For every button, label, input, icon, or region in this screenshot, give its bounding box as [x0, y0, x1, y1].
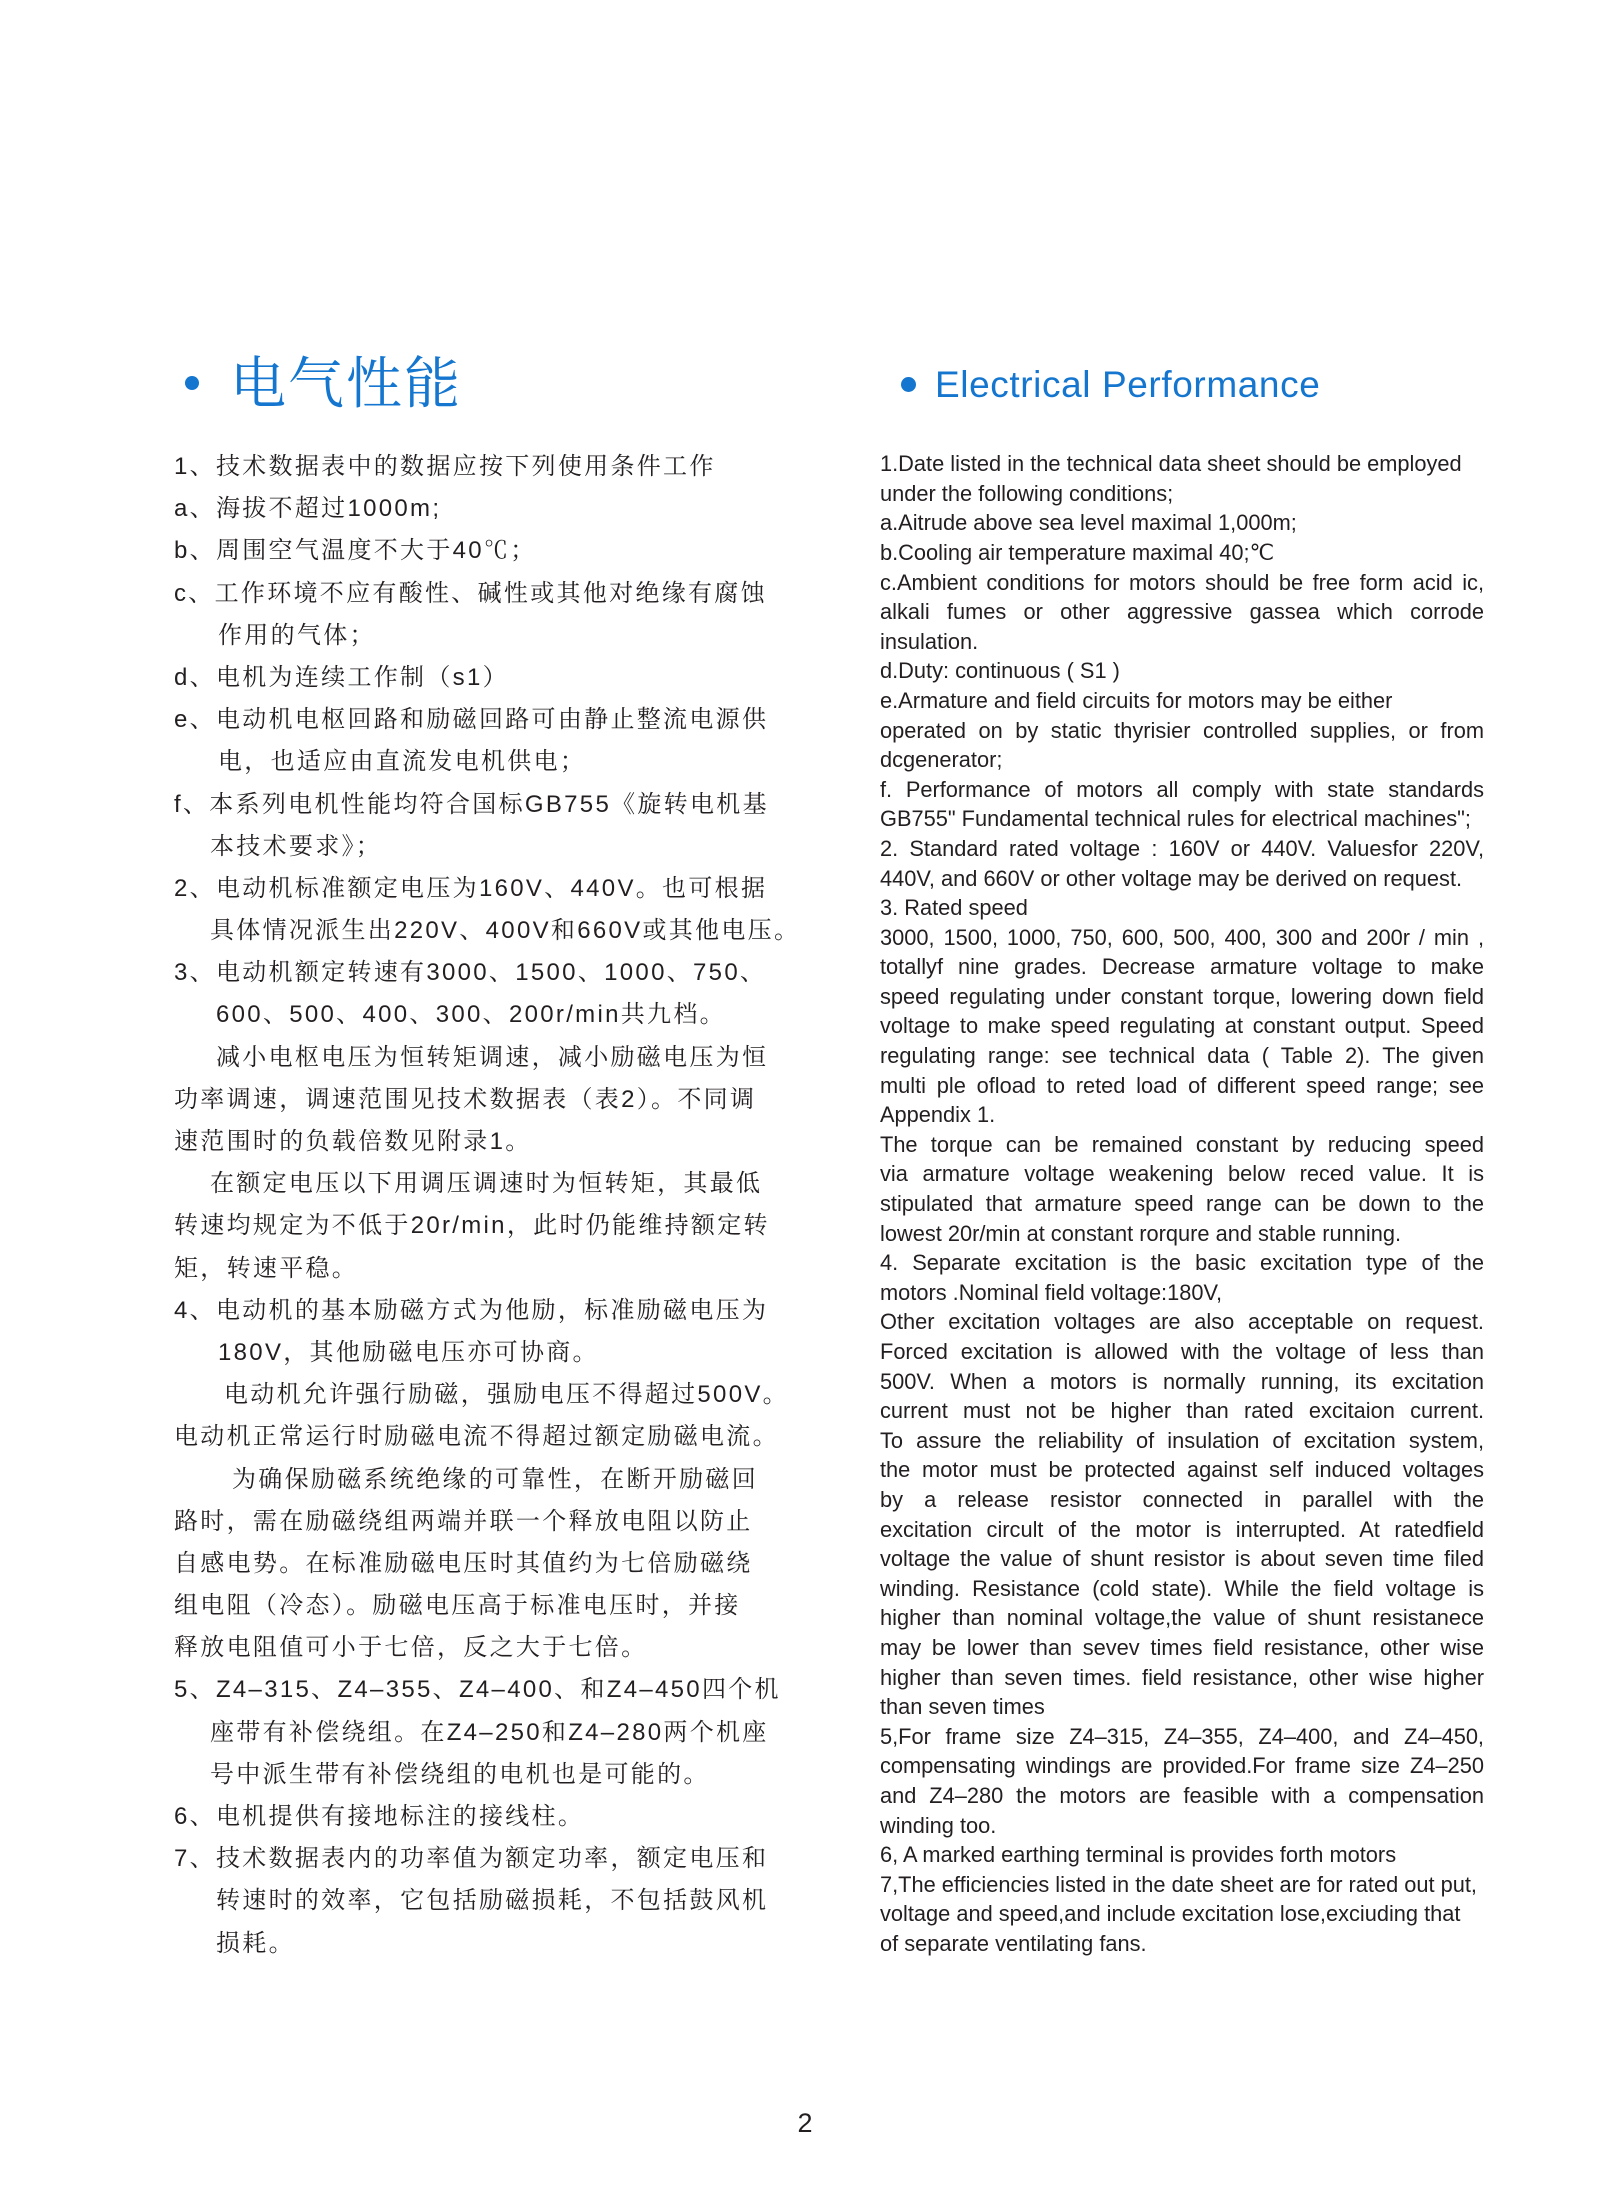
body-line: f. Performance of motors all comply with state standards — [880, 776, 1484, 802]
body-line: 具体情况派生出220V、400V和660V或其他电压。 — [210, 917, 801, 945]
body-line: under the following conditions; — [880, 480, 1174, 506]
body-line: winding. Resistance (cold state). While the field voltage is — [880, 1575, 1484, 1601]
body-line: stipulated that armature speed range can be down to the — [880, 1191, 1484, 1217]
body-line: f、本系列电机性能均符合国标GB755《旋转电机基 — [174, 790, 769, 818]
body-line: a.Aitrude above sea level maximal 1,000m; — [880, 510, 1297, 536]
body-line: c.Ambient conditions for motors should be free form acid ic, — [880, 569, 1484, 595]
body-line: the motor must be protected against self induced voltages — [880, 1457, 1484, 1483]
body-line: 2. Standard rated voltage : 160V or 440V. Valuesfor 220V, — [880, 835, 1484, 861]
body-line: operated on by static thyrisier controlled supplies, or from — [880, 717, 1484, 743]
body-line: 作用的气体； — [218, 621, 376, 649]
body-line: 2、电动机标准额定电压为160V、440V。也可根据 — [174, 874, 768, 902]
body-line: 500V. When a motors is normally running, its excitation — [880, 1368, 1484, 1394]
body-line: d.Duty: continuous ( S1 ) — [880, 658, 1120, 684]
body-line: GB755" Fundamental technical rules for electrical machines"; — [880, 806, 1471, 832]
body-line: multi ple ofload to reted load of different speed range; see — [880, 1072, 1484, 1098]
body-line: 路时，需在励磁绕组两端并联一个释放电阻以防止 — [174, 1507, 753, 1535]
body-line: higher than nominal voltage,the value of shunt resistanece — [880, 1605, 1484, 1631]
body-line: voltage and speed,and include excitation lose,exciuding that — [880, 1901, 1461, 1927]
body-line: 6, A marked earthing terminal is provides forth motors — [880, 1842, 1397, 1868]
body-line: 6、电机提供有接地标注的接线柱。 — [174, 1803, 585, 1830]
body-line: voltage to make speed regulating at constant output. Speed — [880, 1013, 1484, 1039]
body-line: regulating range: see technical data ( Table 2). The given — [880, 1043, 1484, 1069]
body-line: The torque can be remained constant by reducing speed — [880, 1131, 1484, 1157]
body-line: 600、500、400、300、200r/min共九档。 — [216, 1001, 726, 1029]
body-line: 损耗。 — [216, 1929, 295, 1957]
body-line: 7、技术数据表内的功率值为额定功率，额定电压和 — [174, 1845, 769, 1873]
body-line: 1.Date listed in the technical data sheet should be employed — [880, 451, 1462, 477]
body-line: insulation. — [880, 628, 979, 654]
body-line: 7,The efficiencies listed in the date sheet are for rated out put, — [880, 1871, 1477, 1897]
body-line: 180V，其他励磁电压亦可协商。 — [218, 1338, 599, 1366]
body-line: 自感电势。在标准励磁电压时其值约为七倍励磁绕 — [174, 1549, 753, 1577]
body-line: 3000, 1500, 1000, 750, 600, 500, 400, 300 and 200r / min , — [880, 924, 1484, 950]
body-line: a、海拔不超过1000m; — [174, 495, 442, 523]
body-line: dcgenerator; — [880, 747, 1003, 773]
body-line: 1、技术数据表中的数据应按下列使用条件工作 — [174, 453, 716, 480]
body-line: via armature voltage weakening below reced value. It is — [880, 1161, 1484, 1187]
body-line: 矩，转速平稳。 — [174, 1254, 359, 1282]
body-line: 电动机正常运行时励磁电流不得超过额定励磁电流。 — [174, 1423, 779, 1451]
body-line: of separate ventilating fans. — [880, 1930, 1147, 1956]
body-line: Other excitation voltages are also acceptable on request. — [880, 1309, 1484, 1335]
bullet-icon — [901, 377, 916, 392]
body-line: 释放电阻值可小于七倍，反之大于七倍。 — [174, 1634, 648, 1662]
body-line: 转速时的效率，它包括励磁损耗，不包括鼓风机 — [216, 1887, 769, 1915]
body-line: 组电阻（冷态）。励磁电压高于标准电压时，并接 — [174, 1592, 741, 1620]
body-line: 号中派生带有补偿绕组的电机也是可能的。 — [210, 1760, 710, 1788]
body-line: excitation circult of the motor is interrupted. At ratedfield — [880, 1516, 1484, 1542]
body-line: higher than seven times. field resistance, other wise higher — [880, 1664, 1484, 1690]
body-line: 5、Z4–315、Z4–355、Z4–400、和Z4–450四个机 — [174, 1676, 781, 1704]
body-line: 在额定电压以下用调压调速时为恒转矩，其最低 — [210, 1170, 763, 1198]
body-line: 本技术要求》； — [210, 832, 383, 860]
body-line: by a release resistor connected in parallel with the — [880, 1486, 1484, 1512]
body-line: 3. Rated speed — [880, 895, 1028, 921]
body-line: 转速均规定为不低于20r/min，此时仍能维持额定转 — [174, 1212, 770, 1240]
body-line: 为确保励磁系统绝缘的可靠性，在断开励磁回 — [232, 1465, 758, 1493]
body-line: compensating windings are provided.For frame size Z4–250 — [880, 1753, 1484, 1779]
body-line: 减小电枢电压为恒转矩调速，减小励磁电压为恒 — [216, 1043, 769, 1071]
body-line: totallyf nine grades. Decrease armature voltage to make — [880, 954, 1484, 980]
body-line: Appendix 1. — [880, 1102, 996, 1128]
body-line: 速范围时的负载倍数见附录1。 — [174, 1128, 532, 1155]
body-line: 电，也适应由直流发电机供电； — [218, 748, 587, 776]
body-line: b、周围空气温度不大于40℃； — [174, 537, 537, 565]
body-line: b.Cooling air temperature maximal 40;℃ — [880, 539, 1274, 565]
body-line: winding too. — [880, 1812, 997, 1838]
english-body-text — [880, 449, 1484, 1958]
bullet-icon — [185, 376, 199, 390]
body-line: speed regulating under constant torque, lowering down field — [880, 983, 1484, 1009]
page-number: 2 — [797, 2108, 813, 2138]
body-line: 4. Separate excitation is the basic excitation type of the — [880, 1250, 1484, 1276]
body-line: To assure the reliability of insulation of excitation system, — [880, 1427, 1484, 1453]
body-line: lowest 20r/min at constant rorqure and stable running. — [880, 1220, 1401, 1246]
body-line: current must not be higher than rated excitaion current. — [880, 1398, 1484, 1424]
section-title-chinese: 电气性能 — [230, 352, 462, 417]
section-title-english: Electrical Performance — [935, 364, 1321, 405]
body-line: e、电动机电枢回路和励磁回路可由静止整流电源供 — [174, 706, 769, 734]
body-line: motors .Nominal field voltage:180V, — [880, 1279, 1223, 1305]
body-line: than seven times — [880, 1694, 1045, 1720]
chinese-body-text — [0, 446, 830, 1965]
body-line: 电动机允许强行励磁，强励电压不得超过500V。 — [224, 1381, 789, 1409]
body-line: alkali fumes or other aggressive gassea which corrode — [880, 599, 1484, 625]
body-line: d、电机为连续工作制（s1） — [174, 663, 509, 691]
body-line: 4、电动机的基本励磁方式为他励，标准励磁电压为 — [174, 1296, 769, 1324]
body-line: 5,For frame size Z4–315, Z4–355, Z4–400, and Z4–450, — [880, 1723, 1484, 1749]
body-line: e.Armature and field circuits for motors may be either — [880, 687, 1393, 713]
body-line: and Z4–280 the motors are feasible with a compensation — [880, 1782, 1484, 1808]
body-line: 3、电动机额定转速有3000、1500、1000、750、 — [174, 959, 767, 987]
body-line: 440V, and 660V or other voltage may be derived on request. — [880, 865, 1463, 891]
body-line: 功率调速，调速范围见技术数据表（表2）。不同调 — [174, 1085, 757, 1113]
body-line: 座带有补偿绕组。在Z4–250和Z4–280两个机座 — [210, 1718, 769, 1746]
body-line: voltage the value of shunt resistor is about seven time filed — [880, 1546, 1484, 1572]
body-line: Forced excitation is allowed with the voltage of less than — [880, 1339, 1484, 1364]
body-line: c、工作环境不应有酸性、碱性或其他对绝缘有腐蚀 — [174, 579, 767, 607]
body-line: may be lower than sevev times field resistance, other wise — [880, 1634, 1484, 1660]
